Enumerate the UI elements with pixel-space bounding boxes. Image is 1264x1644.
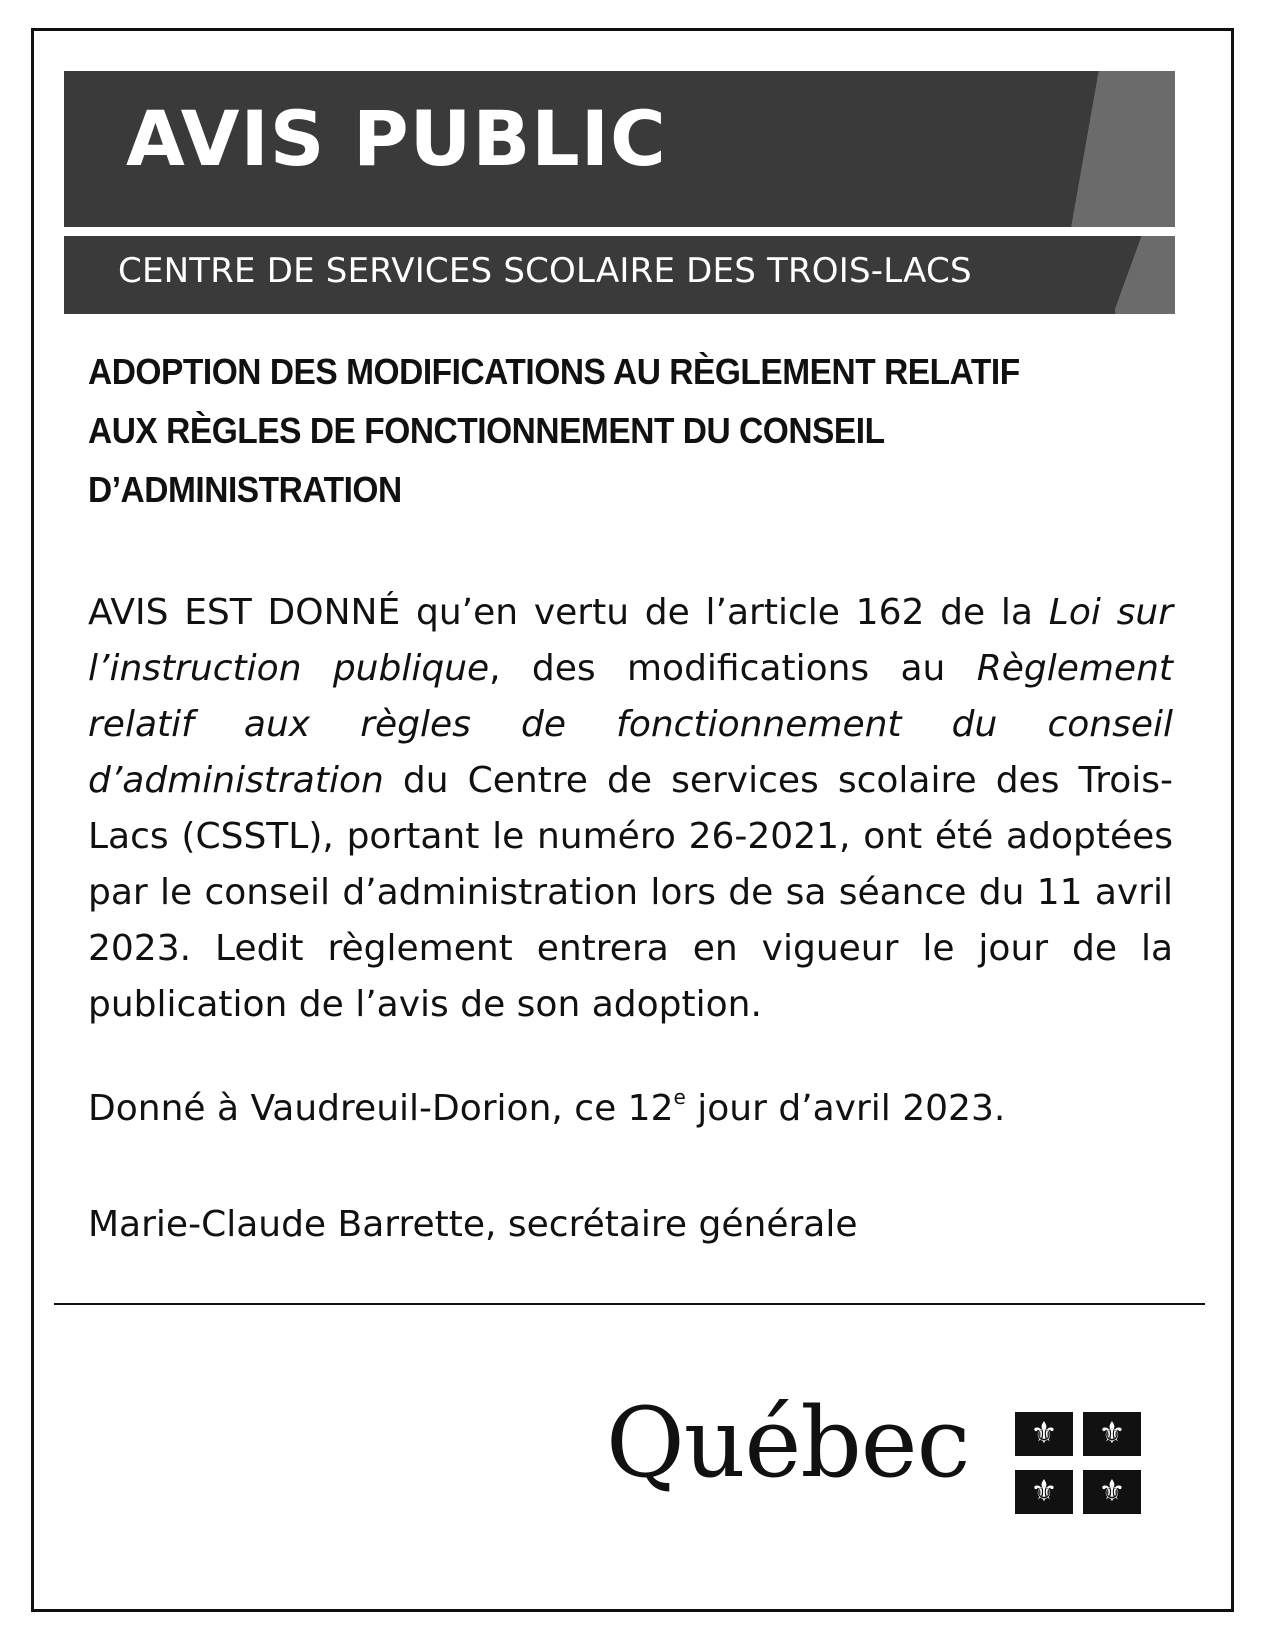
title-banner bbox=[64, 71, 1175, 227]
notice-heading bbox=[88, 342, 1102, 519]
signature-line: Marie-Claude Barrette, secrétaire générale bbox=[88, 1204, 858, 1245]
subtitle-banner bbox=[64, 236, 1175, 314]
fleur-de-lis-icon: ⚜ bbox=[1015, 1470, 1073, 1514]
heading-line: ADOPTION DES MODIFICATIONS AU RÈGLEMENT RELATIF bbox=[88, 351, 1020, 392]
divider bbox=[54, 1303, 1205, 1305]
fleur-de-lis-icon: ⚜ bbox=[1083, 1412, 1141, 1456]
fleur-de-lis-icon: ⚜ bbox=[1015, 1412, 1073, 1456]
quebec-flag-icon bbox=[1015, 1412, 1147, 1516]
banner-accent bbox=[1115, 236, 1175, 314]
given-at-line bbox=[88, 1087, 1005, 1130]
body-text-part: du Centre de services scolaire des Trois-Lacs (CSSTL), portant le numéro 26-2021, ont été adoptées par le conseil d’administration lors de sa séance du 11 avril 2023. Ledit règlement entrera en vigueur le jour de la publication de l’avis de son adoption. bbox=[88, 760, 1173, 1025]
body-text-part: AVIS EST DONNÉ qu’en vertu de l’article 162 de la bbox=[88, 592, 1049, 633]
banner-accent bbox=[1035, 71, 1175, 227]
regulation-title: Règlement relatif aux règles de fonctionnement du conseil d’administration bbox=[88, 648, 1173, 801]
given-prefix: Donné à Vaudreuil-Dorion, ce 12 bbox=[88, 1088, 674, 1129]
heading-line: AUX RÈGLES DE FONCTIONNEMENT DU CONSEIL bbox=[88, 410, 885, 451]
law-title: Loi sur l’instruction publique bbox=[88, 592, 1173, 689]
heading-line: D’ADMINISTRATION bbox=[88, 469, 402, 510]
organization-name: CENTRE DE SERVICES SCOLAIRE DES TROIS-LACS bbox=[118, 251, 972, 291]
quebec-logo-wordmark: Québec bbox=[606, 1387, 970, 1499]
given-suffix: jour d’avril 2023. bbox=[685, 1088, 1006, 1129]
notice-body bbox=[88, 585, 1173, 1033]
ordinal-superscript: e bbox=[673, 1085, 686, 1109]
fleur-de-lis-icon: ⚜ bbox=[1083, 1470, 1141, 1514]
body-text-part: , des modifications au bbox=[489, 648, 977, 689]
notice-title: AVIS PUBLIC bbox=[126, 94, 667, 183]
